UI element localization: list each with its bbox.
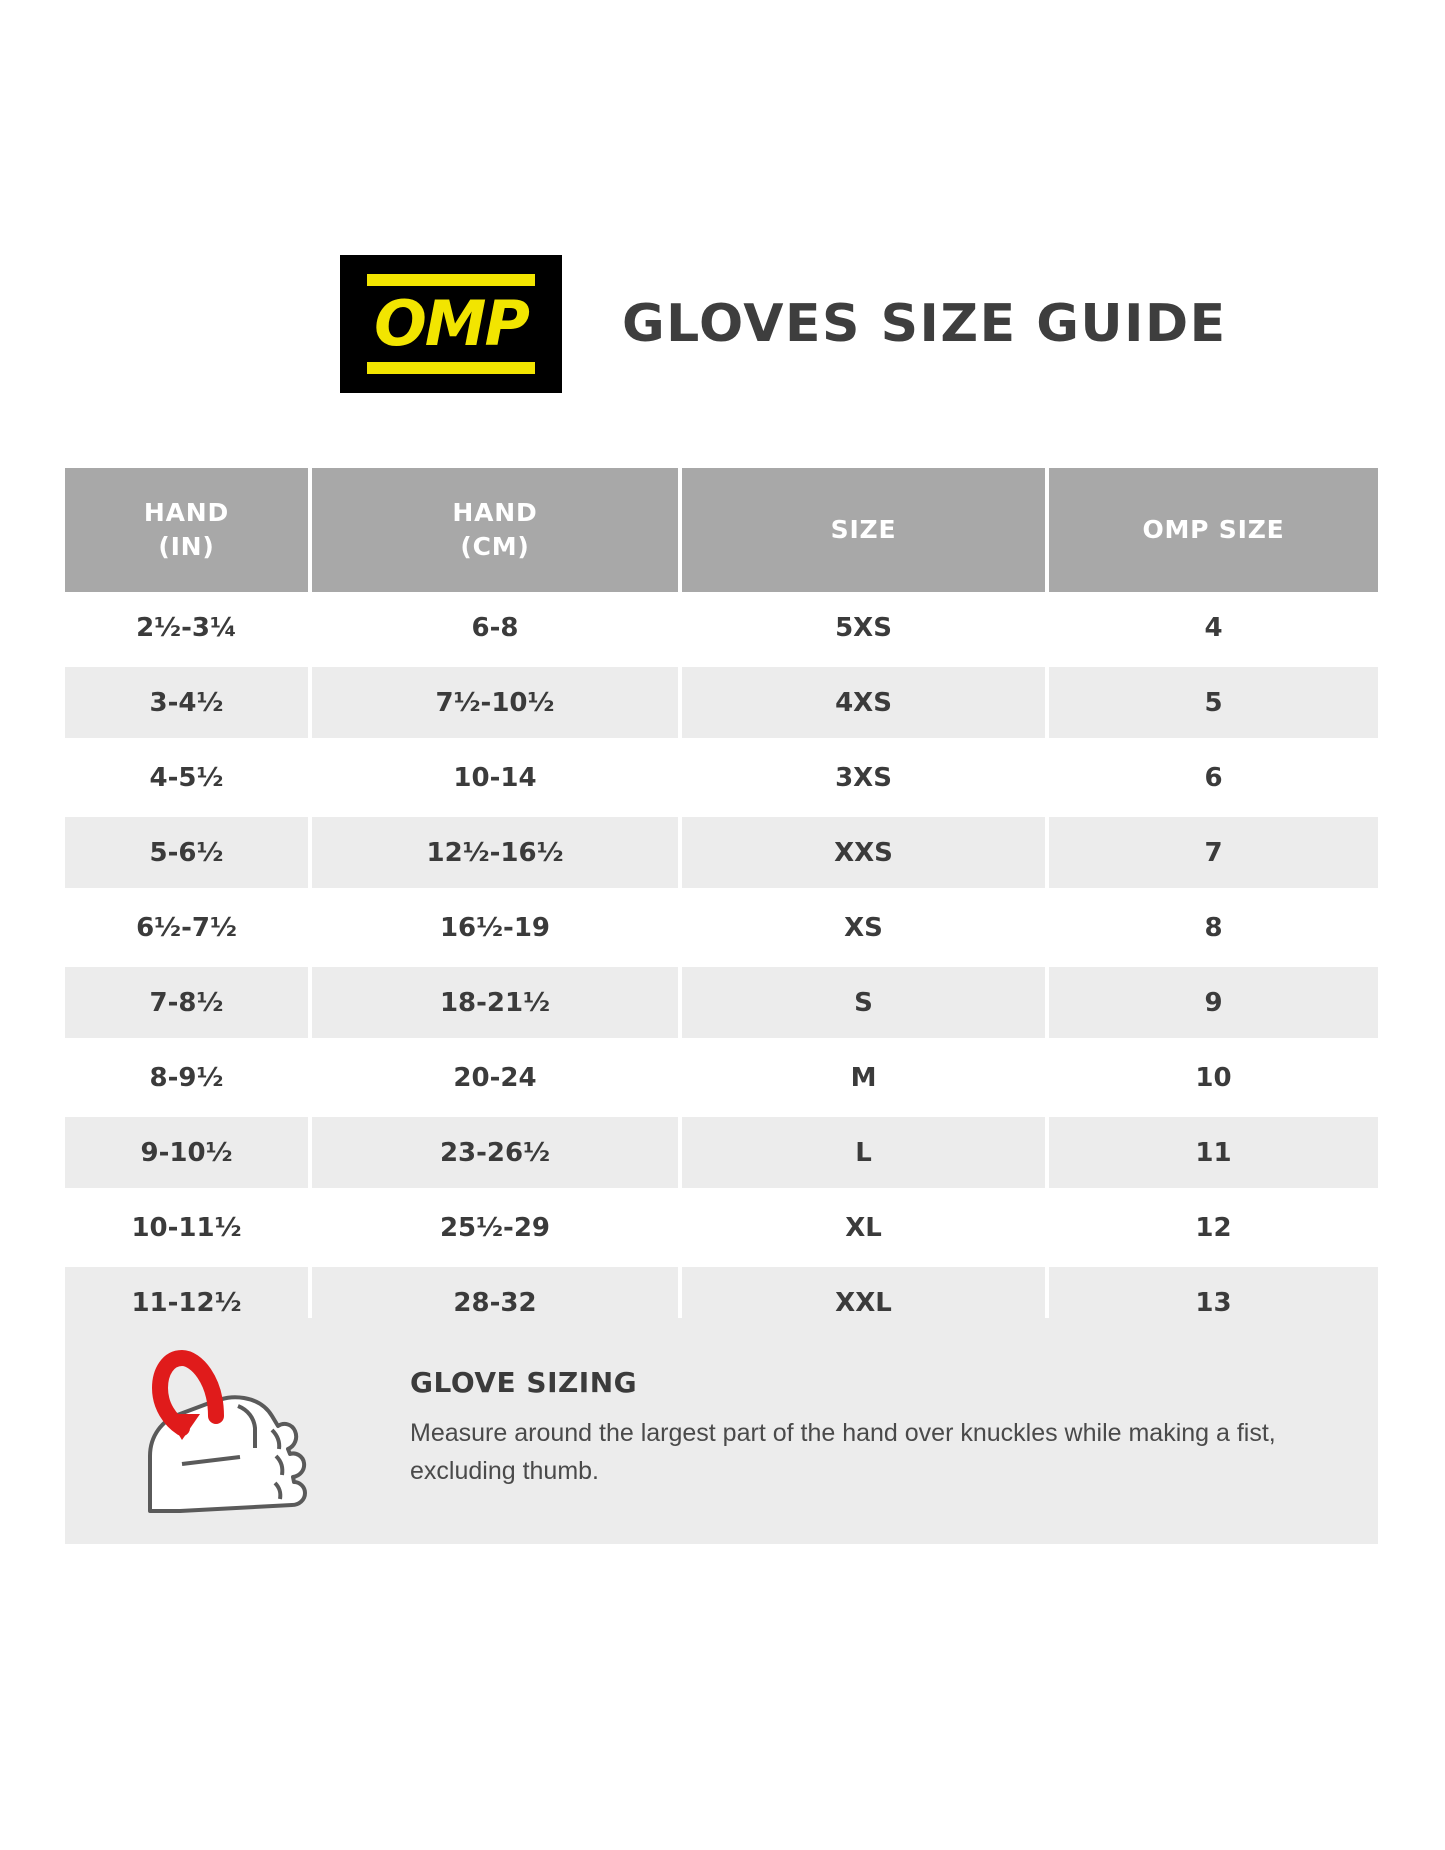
logo-wordmark: OMP [374, 287, 528, 360]
cell-omp-size: 9 [1047, 965, 1378, 1040]
fist-measure-icon [120, 1336, 355, 1526]
page-title: GLOVES SIZE GUIDE [622, 294, 1227, 354]
glove-sizing-panel [65, 1318, 1378, 1544]
cell-hand-in: 3-4½ [65, 665, 310, 740]
cell-hand-cm: 20-24 [310, 1040, 680, 1115]
column-header-hand-cm-line1: HAND [452, 498, 538, 528]
table-row [65, 890, 1378, 965]
column-header-hand-cm-line2: (CM) [460, 532, 530, 561]
cell-omp-size: 4 [1047, 592, 1378, 665]
glove-sizing-text [410, 1366, 1310, 1490]
cell-size: XL [680, 1190, 1047, 1265]
table-row [65, 1115, 1378, 1190]
cell-omp-size: 11 [1047, 1115, 1378, 1190]
column-header-hand-in [65, 468, 310, 592]
cell-hand-in: 5-6½ [65, 815, 310, 890]
omp-logo [340, 255, 562, 393]
cell-size: XXS [680, 815, 1047, 890]
cell-omp-size: 12 [1047, 1190, 1378, 1265]
cell-hand-cm: 10-14 [310, 740, 680, 815]
cell-size: XS [680, 890, 1047, 965]
table-row [65, 740, 1378, 815]
cell-size: L [680, 1115, 1047, 1190]
cell-hand-in: 9-10½ [65, 1115, 310, 1190]
table-row [65, 1190, 1378, 1265]
cell-omp-size: 8 [1047, 890, 1378, 965]
column-header-size [680, 468, 1047, 592]
cell-size: M [680, 1040, 1047, 1115]
glove-sizing-body: Measure around the largest part of the hand over knuckles while making a fist, excluding thumb. [410, 1419, 1276, 1485]
cell-size: XXL [680, 1265, 1047, 1340]
table-row [65, 815, 1378, 890]
cell-size: 4XS [680, 665, 1047, 740]
table-row [65, 1040, 1378, 1115]
size-table [65, 468, 1378, 1342]
page-header [340, 255, 1227, 393]
cell-hand-cm: 16½-19 [310, 890, 680, 965]
cell-hand-in: 10-11½ [65, 1190, 310, 1265]
column-header-omp-size-line1: OMP SIZE [1142, 515, 1285, 545]
cell-hand-cm: 25½-29 [310, 1190, 680, 1265]
cell-hand-in: 6½-7½ [65, 890, 310, 965]
cell-hand-in: 8-9½ [65, 1040, 310, 1115]
column-header-hand-cm [310, 468, 680, 592]
cell-hand-cm: 23-26½ [310, 1115, 680, 1190]
cell-hand-cm: 7½-10½ [310, 665, 680, 740]
cell-size: 3XS [680, 740, 1047, 815]
logo-bar-bottom [367, 362, 535, 374]
cell-hand-in: 2½-3¼ [65, 592, 310, 665]
column-header-omp-size [1047, 468, 1378, 592]
logo-bar-top [367, 274, 535, 286]
cell-hand-cm: 12½-16½ [310, 815, 680, 890]
cell-omp-size: 5 [1047, 665, 1378, 740]
column-header-hand-in-line2: (IN) [158, 532, 215, 561]
cell-size: 5XS [680, 592, 1047, 665]
cell-omp-size: 13 [1047, 1265, 1378, 1340]
cell-hand-cm: 18-21½ [310, 965, 680, 1040]
column-header-size-line1: SIZE [830, 515, 897, 545]
table-header-row [65, 468, 1378, 592]
cell-hand-cm: 6-8 [310, 592, 680, 665]
cell-omp-size: 6 [1047, 740, 1378, 815]
cell-hand-in: 11-12½ [65, 1265, 310, 1340]
cell-omp-size: 7 [1047, 815, 1378, 890]
column-header-hand-in-line1: HAND [143, 498, 230, 528]
glove-sizing-title: GLOVE SIZING [410, 1366, 638, 1399]
cell-size: S [680, 965, 1047, 1040]
table-row [65, 965, 1378, 1040]
cell-hand-in: 4-5½ [65, 740, 310, 815]
table-row [65, 665, 1378, 740]
cell-hand-cm: 28-32 [310, 1265, 680, 1340]
table-row [65, 592, 1378, 665]
cell-hand-in: 7-8½ [65, 965, 310, 1040]
cell-omp-size: 10 [1047, 1040, 1378, 1115]
